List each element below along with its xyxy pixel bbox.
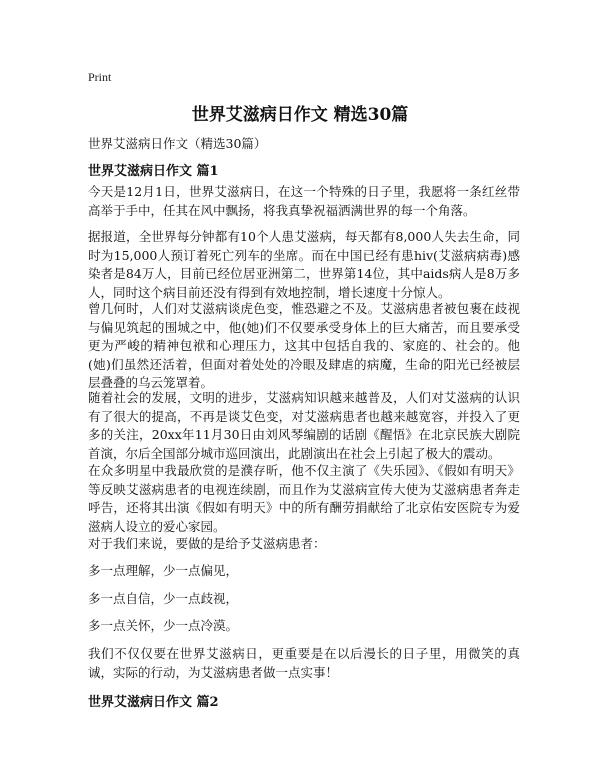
paragraph: 多一点自信，少一点歧视， — [88, 591, 239, 606]
paragraph: 在众多明星中我最欣赏的是濮存昕，他不仅主演了《失乐园》、《假如有明天》等反映艾滋病患者的电视连续剧，而且作为艾滋病宣传大使为艾滋病患者奔走呼告，还将其出演《假如有明天》中的所有酬劳捐献给了北京佑安医院专为爱滋病人设立的爱心家园。 — [88, 463, 520, 534]
section-heading-2: 世界艾滋病日作文 篇2 — [88, 695, 219, 710]
page-title: 世界艾滋病日作文 精选30篇 — [191, 105, 409, 125]
paragraph: 多一点关怀，少一点冷漠。 — [88, 618, 239, 633]
paragraph: 对于我们来说，要做的是给予艾滋病患者： — [88, 536, 326, 551]
paragraph: 曾几何时，人们对艾滋病谈虎色变，惟恐避之不及。艾滋病患者被包裹在歧视与偏见筑起的围城之中，他(她)们不仅要承受身体上的巨大痛苦，而且要承受更为严峻的精神包袱和心理压力，这其中包括自我的、家庭的、社会的。他(她)们虽然还活着，但面对着处处的冷眼及肆虐的病魔，生命的阳光已经被层层叠叠的乌云笼罩着。 — [88, 301, 520, 390]
section-heading-1: 世界艾滋病日作文 篇1 — [88, 164, 219, 179]
paragraph: 随着社会的发展，文明的进步，艾滋病知识越来越普及，人们对艾滋病的认识有了很大的提高，不再是谈艾色变，对艾滋病患者也越来越宽容，并投入了更多的关注，20xx年11月30日由刘风琴编剧的话剧《醒悟》在北京民族大剧院首演，尔后全国部分城市巡回演出，此剧演出在社会上引起了极大的震动。 — [88, 390, 520, 461]
paragraph: 我们不仅仅要在世界艾滋病日，更重要是在以后漫长的日子里，用微笑的真诚，实际的行动，为艾滋病患者做一点实事！ — [88, 646, 520, 680]
subtitle: 世界艾滋病日作文（精选30篇） — [88, 136, 267, 151]
paragraph: 多一点理解，少一点偏见， — [88, 563, 239, 578]
paragraph: 据报道，全世界每分钟都有10个人患艾滋病，每天都有8,000人失去生命，同时为15,000人预订着死亡列车的坐席。而在中国已经有患hiv(艾滋病病毒)感染者是84万人，目前已经位居亚洲第二，世界第14位，其中aids病人是8万多人，同时这个病目前还没有得到有效地控制，增长速度十分惊人。 — [88, 229, 520, 300]
paragraph: 今天是12月1日，世界艾滋病日，在这一个特殊的日子里，我愿将一条红丝带高举于手中，任其在风中飘扬，将我真挚祝福洒满世界的每一个角落。 — [88, 184, 520, 218]
print-link[interactable]: Print — [88, 70, 112, 84]
